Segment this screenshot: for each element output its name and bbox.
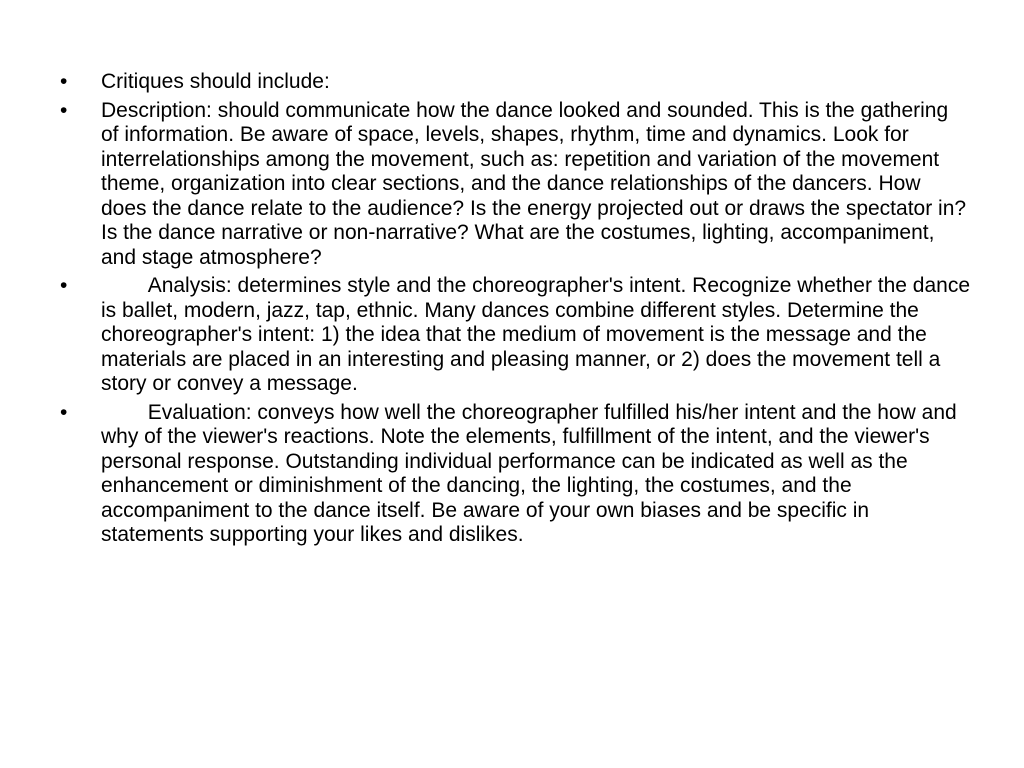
bullet-item-evaluation	[60, 401, 970, 548]
bullet-text: Critiques should include:	[101, 70, 330, 93]
bullet-item-critiques	[60, 70, 970, 95]
bullet-icon: •	[60, 70, 68, 93]
bullet-list	[60, 70, 976, 552]
bullet-text: Evaluation: conveys how well the choreographer fulfilled his/her intent and the how and why of the viewer's reactions. Note the elements, fulfillment of the intent, and the viewer's personal response. Outstanding individual performance can be indicated as well as the enhancement or diminishment of the dancing, the lighting, the costumes, and the accompaniment to the dance itself. Be aware of your own biases and be specific in statements supporting your likes and dislikes.	[101, 400, 963, 546]
bullet-icon: •	[60, 400, 68, 424]
bullet-icon: •	[60, 274, 68, 297]
bullet-item-description	[60, 99, 970, 271]
bullet-item-analysis	[60, 274, 976, 397]
bullet-text: Analysis: determines style and the choreographer's intent. Recognize whether the dance is ballet, modern, jazz, tap, ethnic. Many dances combine different styles. Determine the choreographer's intent: 1) the idea that the medium of movement is the message and the materials are placed in an interesting and pleasing manner, or 2) does the movement tell a story or convey a message.	[101, 274, 976, 395]
bullet-text: Description: should communicate how the dance looked and sounded. This is the gathering of information. Be aware of space, levels, shapes, rhythm, time and dynamics. Look for interrelationships among the movement, such as: repetition and variation of the movement theme, organization into clear sections, and the dance relationships of the dancers. How does the dance relate to the audience? Is the energy projected out or draws the spectator in? Is the dance narrative or non-narrative? What are the costumes, lighting, accompaniment, and stage atmosphere?	[101, 98, 972, 269]
bullet-icon: •	[60, 98, 68, 122]
